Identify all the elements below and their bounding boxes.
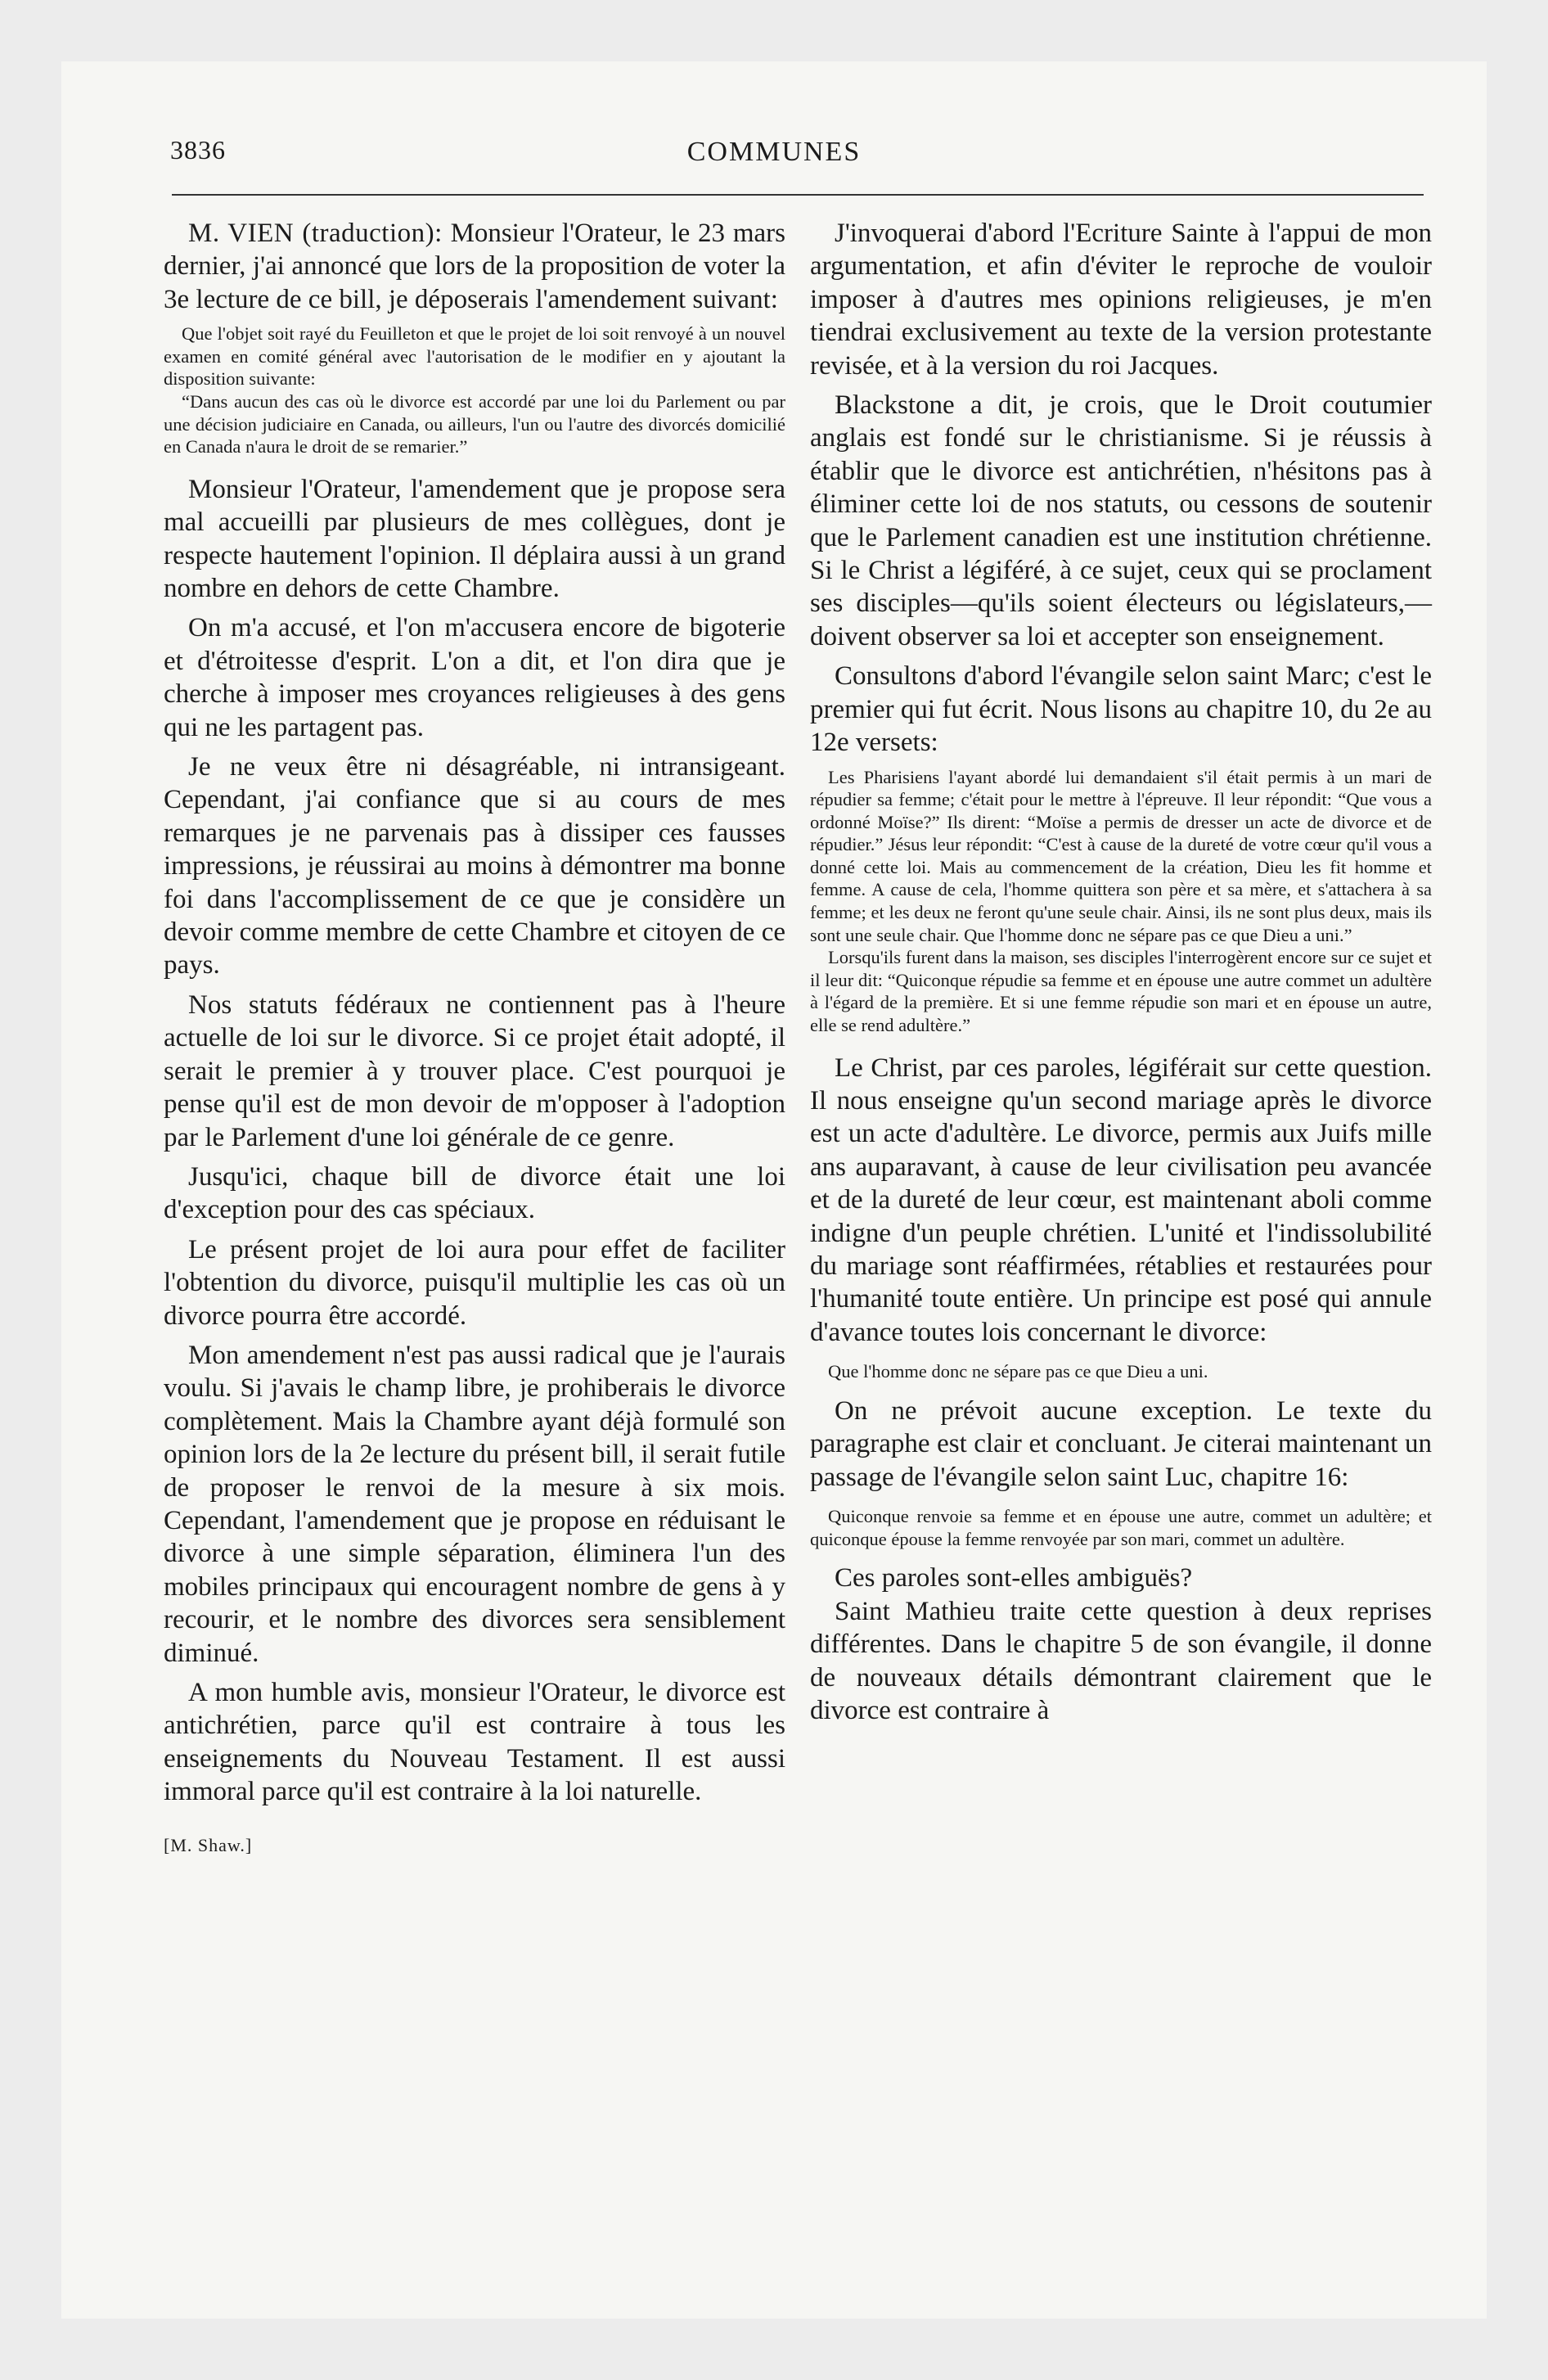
paragraph: Nos statuts fédéraux ne contiennent pas à l'heure actuelle de loi sur le divorce. Si ce projet était adopté, il serait le premier à y trouver place. C'est pourquoi je pense qu'il est de mon devoir de m'opposer à l'adoption par le Parlement d'une loi générale de ce genre.: [164, 989, 785, 1152]
scripture-quote: Les Pharisiens l'ayant abordé lui demandaient s'il était permis à un mari de répudier sa femme; c'était pour le mettre à l'épreuve. Il leur répondit: “Que vous a ordonné Moïse?” Ils dirent: “Moïse a permis de dresser un acte de divorce et de répudier.” Jésus leur répondit: “C'est à cause de la dureté de votre cœur qu'il vous a donné cette loi. Mais au commencement de la création, Dieu les fit homme et femme. A cause de cela, l'homme quittera son père et sa mère, et s'attachera à sa femme; et les deux ne feront qu'une seule chair. Ainsi, ils ne sont plus deux, mais ils sont une seule chair. Que l'homme donc ne sépare pas ce que Dieu a uni.”: [810, 766, 1432, 945]
paragraph: Jusqu'ici, chaque bill de divorce était une loi d'exception pour des cas spéciaux.: [164, 1161, 785, 1225]
paragraph: On m'a accusé, et l'on m'accusera encore de bigoterie et d'étroitesse d'esprit. L'on a dit, et l'on dira que je cherche à imposer mes croyances religieuses à des gens qui ne les partagent pas.: [164, 613, 785, 742]
paragraph: Ces paroles sont-elles ambiguës?: [835, 1563, 1193, 1593]
paragraph: Consultons d'abord l'évangile selon saint Marc; c'est le premier qui fut écrit. Nous lisons au chapitre 10, du 2e au 12e versets:: [810, 661, 1432, 758]
page-header: [61, 135, 1487, 184]
quoted-amendment: “Dans aucun des cas où le divorce est accordé par une loi du Parlement ou par une décision judiciaire en Canada, ou ailleurs, l'un ou l'autre des divorcés domicilié en Canada n'aura le droit de se remarier.”: [164, 391, 785, 458]
paragraph: Blackstone a dit, je crois, que le Droit coutumier anglais est fondé sur le christianisme. Si je réussis à établir que le divorce est antichrétien, n'hésitons pas à éliminer cette loi de nos statuts, ou cessons de soutenir que le Parlement canadien est une institution chrétienne. Si le Christ a légiféré, à ce sujet, ceux qui se proclament ses disciples—qu'ils soient électeurs ou législateurs,—doivent observer sa loi et accepter son enseignement.: [810, 390, 1432, 651]
speaker-reference: [M. Shaw.]: [164, 1834, 253, 1855]
paragraph-text: Monsieur l'Orateur, le 23 mars dernier, j'ai annoncé que lors de la proposition de voter la 3e lecture de ce bill, je déposerais l'amendement suivant:: [164, 219, 785, 314]
speaker-name: M. VIEN (traduction):: [188, 219, 443, 248]
page-number: 3836: [170, 135, 226, 165]
scripture-quote: Quiconque renvoie sa femme et en épouse une autre, commet un adultère; et quiconque épouse la femme renvoyée par son mari, commet un adultère.: [810, 1506, 1432, 1549]
paragraph: J'invoquerai d'abord l'Ecriture Sainte à l'appui de mon argumentation, et afin d'éviter le reproche de vouloir imposer à d'autres mes opinions religieuses, je m'en tiendrai exclusivement au texte de la version protestante revisée, et à la version du roi Jacques.: [810, 219, 1432, 381]
right-column: [810, 217, 1432, 1727]
paragraph: Mon amendement n'est pas aussi radical que je l'aurais voulu. Si j'avais le champ libre, je prohiberais le divorce complètement. Mais la Chambre ayant déjà formulé son opinion lors de la 2e lecture du présent bill, il serait futile de proposer le renvoi de la mesure à six mois. Cependant, l'amendement que je propose en réduisant le divorce à une simple séparation, éliminera l'un des mobiles principaux qui encouragent nombre de gens à y recourir, et le nombre des divorces sera sensiblement diminué.: [164, 1340, 785, 1668]
quoted-amendment: Que l'objet soit rayé du Feuilleton et que le projet de loi soit renvoyé à un nouvel examen en comité général avec l'autorisation de le modifier en y ajoutant la disposition suivante:: [164, 323, 785, 390]
header-rule: [172, 194, 1424, 196]
paragraph: A mon humble avis, monsieur l'Orateur, le divorce est antichrétien, parce qu'il est contraire à tous les enseignements du Nouveau Testament. Il est aussi immoral parce qu'il est contraire à la loi naturelle.: [164, 1678, 785, 1807]
paragraph: Le Christ, par ces paroles, légiférait sur cette question. Il nous enseigne qu'un second mariage après le divorce est un acte d'adultère. Le divorce, permis aux Juifs mille ans auparavant, à cause de leur civilisation peu avancée et de la dureté de leur cœur, est maintenant aboli comme indigne d'un peuple chrétien. L'unité et l'indissolubilité du mariage sont réaffirmées, rétablies et restaurées pour l'humanité toute entière. Un principe est posé qui annule d'avance toutes lois concernant le divorce:: [810, 1053, 1432, 1347]
scripture-quote: Lorsqu'ils furent dans la maison, ses disciples l'interrogèrent encore sur ce sujet et il leur dit: “Quiconque répudie sa femme et en épouse une autre commet un adultère à l'égard de la première. Et si une femme répudie son mari et en épouse un autre, elle se rend adultère.”: [810, 947, 1432, 1036]
running-head: COMMUNES: [686, 137, 862, 167]
page: [61, 61, 1487, 2319]
paragraph: Je ne veux être ni désagréable, ni intransigeant. Cependant, j'ai confiance que si au cours de mes remarques je ne parvenais pas à dissiper ces fausses impressions, je réussirai au moins à démontrer ma bonne foi dans l'accomplissement de ce que je considère un devoir comme membre de cette Chambre et citoyen de ce pays.: [164, 752, 785, 980]
paragraph: Saint Mathieu traite cette question à deux reprises différentes. Dans le chapitre 5 de son évangile, il donne de nouveaux détails démontrant clairement que le divorce est contraire à: [810, 1596, 1432, 1725]
left-column: [164, 217, 785, 1856]
paragraph: Le présent projet de loi aura pour effet de faciliter l'obtention du divorce, puisqu'il multiplie les cas où un divorce pourra être accordé.: [164, 1234, 785, 1331]
paragraph: Monsieur l'Orateur, l'amendement que je propose sera mal accueilli par plusieurs de mes collègues, dont je respecte hautement l'opinion. Il déplaira aussi à un grand nombre en dehors de cette Chambre.: [164, 474, 785, 603]
scripture-quote: Que l'homme donc ne sépare pas ce que Dieu a uni.: [828, 1361, 1208, 1382]
paragraph: On ne prévoit aucune exception. Le texte du paragraphe est clair et concluant. Je citerai maintenant un passage de l'évangile selon saint Luc, chapitre 16:: [810, 1395, 1432, 1492]
paragraph: [164, 217, 785, 316]
